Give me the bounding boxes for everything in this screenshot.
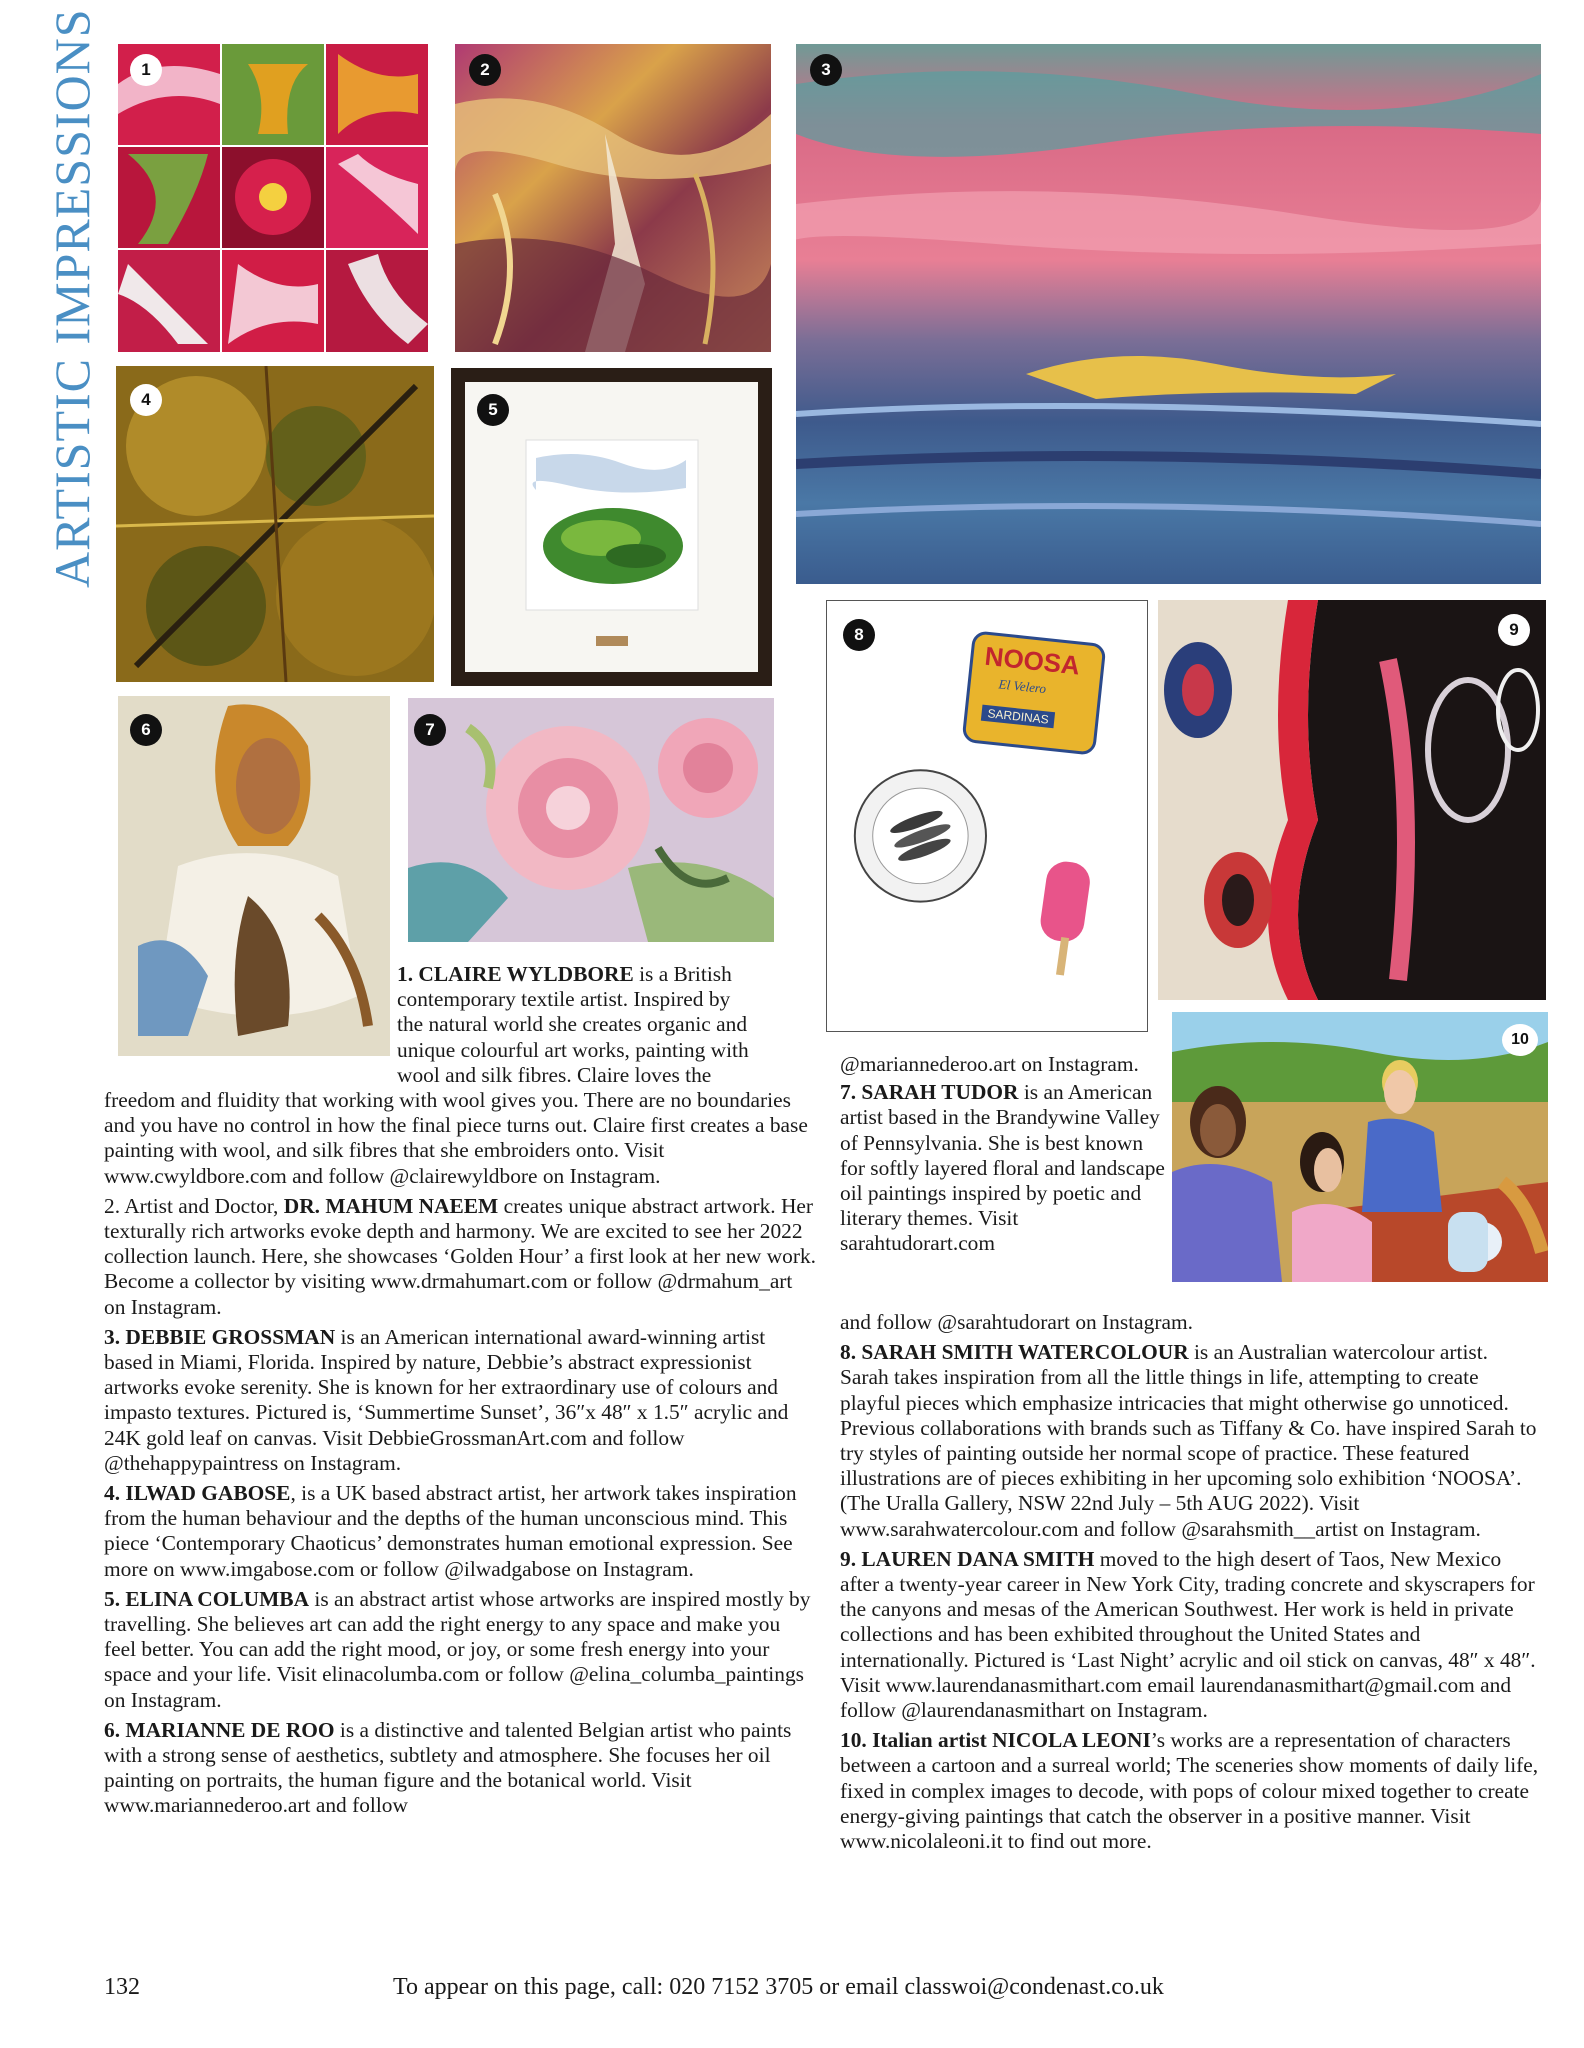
entry-2-body: creates unique abstract artwork. Her texturally rich artworks evoke depth and harmony. We are excited to see her 2022 collection launch. Here, she showcases ‘Golden Hour’ a first look at her new work. Become a collector by visiting www.drmahumart.com or follow @drmahum_art on Instagram. bbox=[104, 1193, 817, 1319]
artist-name-ilwad-gabose: 4. ILWAD GABOSE bbox=[104, 1481, 291, 1506]
entry-1-rest: freedom and fluidity that working with wool gives you. There are no boundaries and you have no control in how the final piece turns out. Claire first creates a base painting with wool, and silk fibres that she embroiders onto. Visit www.cwyldbore.com and follow @clairewyldbore on Instagram. bbox=[104, 1088, 808, 1188]
entry-1-wrap bbox=[397, 962, 817, 1088]
page-number: 132 bbox=[104, 1974, 140, 2000]
artwork-number-badge: 3 bbox=[810, 54, 842, 86]
artwork-number-badge: 1 bbox=[130, 54, 162, 86]
entry-1-line-5: wool and silk fibres. Claire loves the bbox=[397, 1062, 712, 1087]
entry-7-tail: and follow @sarahtudorart on Instagram. bbox=[840, 1310, 1193, 1334]
tin-sub-label: El Velero bbox=[997, 676, 1047, 697]
artwork-number-badge: 9 bbox=[1498, 614, 1530, 646]
artist-name-lauren-dana-smith: 9. LAUREN DANA SMITH bbox=[840, 1546, 1095, 1571]
entry-5-body: is an abstract artist whose artworks are inspired mostly by travelling. She believes art can add the right energy to any space and make you feel better. You can add the right mood, or joy, or some fresh energy into your space and your life. Visit elinacolumba.com or follow @elina_columba_paintings on Instagram. bbox=[104, 1586, 811, 1712]
artwork-1-claire-wyldbore bbox=[118, 44, 428, 352]
artwork-7-image bbox=[408, 698, 774, 942]
artwork-number-badge: 8 bbox=[843, 619, 875, 651]
entry-1-line-3: the natural world she creates organic and bbox=[397, 1012, 748, 1037]
entry-10-intro: 10. Italian artist bbox=[840, 1728, 993, 1753]
entry-9-body: moved to the high desert of Taos, New Mexico after a twenty-year career in New York City, trading concrete and skyscrapers for the canyons and mesas of the American Southwest. Her work is held in private collections and has been exhibited throughout the United States and internationally. Pictured is ‘Last Night’ acrylic and oil stick on canvas, 48″ x 48″. Visit www.laurendanasmithart.com email laurendanasmithart@gmail.com and follow @laurendanasmithart on Instagram. bbox=[840, 1546, 1536, 1723]
artwork-number-badge: 5 bbox=[477, 394, 509, 426]
entry-3-body: is an American international award-winning artist based in Miami, Florida. Inspired by nature, Debbie’s abstract expressionist artworks evoke serenity. She is known for her extraordinary use of colours and impasto textures. Pictured is, ‘Summertime Sunset’, 36″x 48″ x 1.5″ acrylic and 24K gold leaf on canvas. Visit DebbieGrossmanArt.com and follow @thehappypaintress on Instagram. bbox=[104, 1324, 789, 1475]
artwork-2-mahum-naeem bbox=[455, 44, 771, 352]
entry-4 bbox=[104, 1481, 817, 1582]
tin-brand-label: NOOSA bbox=[983, 640, 1082, 681]
artwork-8-image bbox=[827, 601, 1147, 1031]
artist-name-sarah-smith-watercolour: 8. SARAH SMITH WATERCOLOUR bbox=[840, 1340, 1189, 1365]
artwork-9-image bbox=[1158, 600, 1546, 1000]
artwork-3-debbie-grossman bbox=[796, 44, 1541, 584]
entry-3 bbox=[104, 1325, 817, 1476]
right-column-wide bbox=[840, 1310, 1542, 1854]
artist-name-nicola-leoni: NICOLA LEONI bbox=[992, 1728, 1151, 1753]
artist-name-sarah-tudor: 7. SARAH TUDOR bbox=[840, 1080, 1019, 1105]
artwork-10-nicola-leoni bbox=[1172, 1012, 1548, 1282]
artist-name-elina-columba: 5. ELINA COLUMBA bbox=[104, 1586, 310, 1611]
artwork-number-badge: 6 bbox=[130, 714, 162, 746]
left-column bbox=[104, 1088, 817, 1819]
tin-sardinas-label: SARDINAS bbox=[981, 705, 1056, 729]
entry-1-line-2: contemporary textile artist. Inspired by bbox=[397, 987, 731, 1012]
entry-5 bbox=[104, 1587, 817, 1713]
artwork-1-image bbox=[118, 44, 428, 352]
entry-9 bbox=[840, 1547, 1542, 1723]
artwork-4-image bbox=[116, 366, 434, 682]
artwork-10-image bbox=[1172, 1012, 1548, 1282]
artwork-7-sarah-tudor bbox=[408, 698, 774, 942]
entry-7-body: is an American artist based in the Brandywine Valley of Pennsylvania. She is best known for softly layered floral and landscape oil paintings inspired by poetic and literary themes. Visit sarahtudorart.com bbox=[840, 1080, 1165, 1256]
entry-8-body: is an Australian watercolour artist. Sarah takes inspiration from all the little things in life, attempting to create playful pieces which emphasize intricacies that might otherwise go unnoticed. Previous collaborations with brands such as Tiffany & Co. have inspired Sarah to try styles of painting outside her normal scope of practice. These featured illustrations are of pieces exhibiting in her upcoming solo exhibition ‘NOOSA’. (The Uralla Gallery, NSW 22nd July – 5th AUG 2022). Visit www.sarahwatercolour.com and follow @sarahsmith__artist on Instagram. bbox=[840, 1340, 1537, 1541]
entry-2-intro: 2. Artist and Doctor, bbox=[104, 1193, 284, 1218]
artwork-9-lauren-dana-smith bbox=[1158, 600, 1546, 1000]
artwork-5-elina-columba bbox=[451, 368, 772, 686]
artwork-6-image bbox=[118, 696, 390, 1056]
artist-name-claire-wyldbore: 1. CLAIRE WYLDBORE bbox=[397, 962, 634, 986]
artwork-number-badge: 7 bbox=[414, 714, 446, 746]
entry-4-body: , is a UK based abstract artist, her artwork takes inspiration from the human behaviour and the depths of the human unconscious mind. This piece ‘Contemporary Chaoticus’ demonstrates human emotional expression. See more on www.imgabose.com or follow @ilwadgabose on Instagram. bbox=[104, 1481, 797, 1581]
entry-6 bbox=[104, 1718, 817, 1819]
entry-1-line-4: unique colourful art works, painting with bbox=[397, 1037, 749, 1062]
artwork-6-marianne-de-roo bbox=[118, 696, 390, 1056]
artist-name-debbie-grossman: 3. DEBBIE GROSSMAN bbox=[104, 1324, 336, 1349]
advertising-contact: To appear on this page, call: 020 7152 3705 or email classwoi@condenast.co.uk bbox=[393, 1974, 1164, 2000]
artwork-3-image bbox=[796, 44, 1541, 584]
right-column-narrow bbox=[840, 1052, 1166, 1257]
entry-6-continued: @mariannederoo.art on Instagram. bbox=[840, 1052, 1139, 1076]
artwork-2-image bbox=[455, 44, 771, 352]
artwork-8-sarah-smith bbox=[826, 600, 1148, 1032]
artist-name-marianne-de-roo: 6. MARIANNE DE ROO bbox=[104, 1717, 335, 1742]
artist-name-mahum-naeem: DR. MAHUM NAEEM bbox=[283, 1193, 499, 1218]
artwork-number-badge: 2 bbox=[469, 54, 501, 86]
artwork-4-ilwad-gabose bbox=[116, 366, 434, 682]
entry-7 bbox=[840, 1080, 1166, 1256]
artwork-number-badge: 10 bbox=[1502, 1024, 1538, 1056]
entry-6-body: is a distinctive and talented Belgian artist who paints with a strong sense of aesthetics, subtlety and atmosphere. She focuses her oil painting on portraits, the human figure and the botanical world. Visit www.mariannederoo.art and follow bbox=[104, 1717, 792, 1818]
section-title: ARTISTIC IMPRESSIONS bbox=[44, 8, 100, 588]
entry-8 bbox=[840, 1340, 1542, 1542]
entry-10 bbox=[840, 1728, 1542, 1854]
artwork-number-badge: 4 bbox=[130, 384, 162, 416]
entry-1-line-1: is a British bbox=[633, 962, 732, 986]
entry-2 bbox=[104, 1194, 817, 1320]
entry-10-body: ’s works are a representation of characters between a cartoon and a surreal world; The sceneries show moments of daily life, fixed in complex images to decode, with pops of colour mixed together to create energy-giving paintings that catch the observer in a positive manner. Visit www.nicolaleoni.it to find out more. bbox=[840, 1728, 1539, 1854]
